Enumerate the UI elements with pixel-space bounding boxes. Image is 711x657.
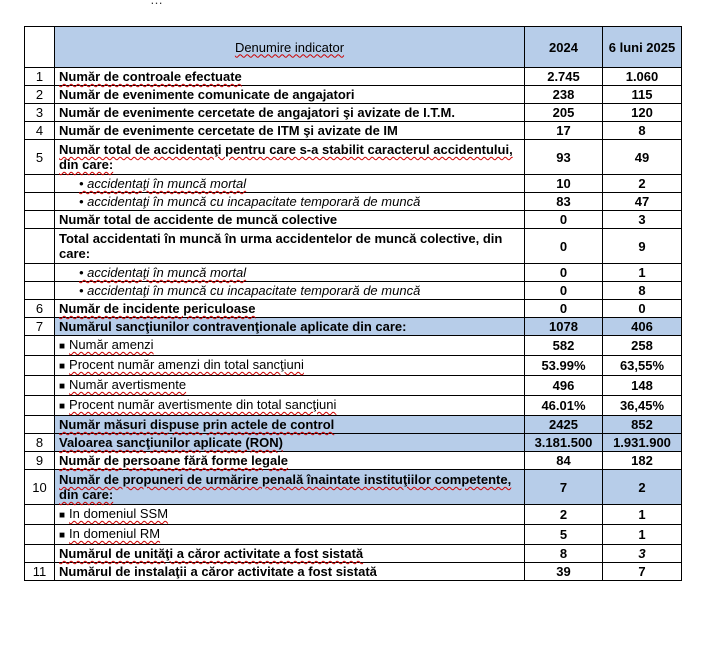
square-bullet-icon: ■ [59, 381, 66, 392]
value-2024: 2.745 [525, 68, 603, 86]
value-2025: 9 [603, 229, 682, 264]
value-2024: 93 [525, 140, 603, 175]
value-2025: 2 [603, 175, 682, 193]
value-2024: 1078 [525, 318, 603, 336]
value-2025: 406 [603, 318, 682, 336]
row-label: • accidentaţi în muncă mortal [55, 175, 525, 193]
table-row [25, 175, 682, 193]
value-2024: 3.181.500 [525, 434, 603, 452]
value-2024: 7 [525, 470, 603, 505]
row-number: 6 [25, 300, 55, 318]
value-2025: 7 [603, 563, 682, 581]
square-bullet-icon: ■ [59, 361, 66, 372]
row-number [25, 505, 55, 525]
value-2024: 0 [525, 300, 603, 318]
header-year-2024: 2024 [525, 27, 603, 68]
table-row [25, 282, 682, 300]
value-2025: 1.060 [603, 68, 682, 86]
value-2024: 2 [525, 505, 603, 525]
value-2025: 63,55% [603, 356, 682, 376]
row-label: Număr măsuri dispuse prin actele de control [55, 416, 525, 434]
square-bullet-icon: ■ [59, 510, 66, 521]
square-bullet-icon: ■ [59, 530, 66, 541]
table-row [25, 376, 682, 396]
row-number [25, 356, 55, 376]
value-2024: 0 [525, 229, 603, 264]
table-row [25, 563, 682, 581]
value-2025: 36,45% [603, 396, 682, 416]
row-label: Număr de evenimente cercetate de angajatori şi avizate de I.T.M. [55, 104, 525, 122]
row-number: 7 [25, 318, 55, 336]
header-half-2025: 6 luni 2025 [603, 27, 682, 68]
value-2024: 2425 [525, 416, 603, 434]
value-2024: 46.01% [525, 396, 603, 416]
table-row [25, 229, 682, 264]
value-2025: 2 [603, 470, 682, 505]
table-row [25, 86, 682, 104]
table-row [25, 452, 682, 470]
value-2024: 39 [525, 563, 603, 581]
row-label: Numărul sancţiunilor contravenţionale aplicate din care: [55, 318, 525, 336]
row-label: Valoarea sancţiunilor aplicate (RON) [55, 434, 525, 452]
row-label: Număr de evenimente comunicate de angajatori [55, 86, 525, 104]
value-2025: 1.931.900 [603, 434, 682, 452]
row-number: 1 [25, 68, 55, 86]
value-2025: 258 [603, 336, 682, 356]
value-2025: 115 [603, 86, 682, 104]
row-label: Numărul de instalaţii a căror activitate a fost sistată [55, 563, 525, 581]
row-label: ■ Procent număr amenzi din total sancţiuni [55, 356, 525, 376]
value-2025: 49 [603, 140, 682, 175]
value-2024: 496 [525, 376, 603, 396]
table-row [25, 300, 682, 318]
value-2024: 238 [525, 86, 603, 104]
value-2025: 1 [603, 505, 682, 525]
value-2025: 0 [603, 300, 682, 318]
value-2024: 83 [525, 193, 603, 211]
value-2024: 84 [525, 452, 603, 470]
row-number [25, 376, 55, 396]
value-2024: 582 [525, 336, 603, 356]
header-indicator: Denumire indicator [55, 27, 525, 68]
value-2025: 8 [603, 282, 682, 300]
row-label: Numărul de unităţi a căror activitate a fost sistată [55, 545, 525, 563]
table-row [25, 356, 682, 376]
row-number [25, 229, 55, 264]
table-row [25, 122, 682, 140]
row-number: 5 [25, 140, 55, 175]
table-row [25, 416, 682, 434]
row-label: ■ Număr amenzi [55, 336, 525, 356]
row-number [25, 175, 55, 193]
row-number: 4 [25, 122, 55, 140]
table-row [25, 104, 682, 122]
row-label: ■ Procent număr avertismente din total sancţiuni [55, 396, 525, 416]
value-2024: 0 [525, 282, 603, 300]
table-row [25, 211, 682, 229]
row-number [25, 211, 55, 229]
value-2025: 852 [603, 416, 682, 434]
row-number [25, 264, 55, 282]
row-number: 2 [25, 86, 55, 104]
table-row [25, 396, 682, 416]
value-2024: 53.99% [525, 356, 603, 376]
value-2025: 148 [603, 376, 682, 396]
value-2025: 1 [603, 525, 682, 545]
value-2025: 120 [603, 104, 682, 122]
row-label: Număr de propuneri de urmărire penală înaintate instituţiilor competente, din care: [55, 470, 525, 505]
table-row [25, 318, 682, 336]
row-number [25, 282, 55, 300]
row-number: 3 [25, 104, 55, 122]
table-row [25, 505, 682, 525]
table-row [25, 525, 682, 545]
row-label: Număr de persoane fără forme legale [55, 452, 525, 470]
row-label: ■ In domeniul SSM [55, 505, 525, 525]
value-2025: 47 [603, 193, 682, 211]
table-header-row [25, 27, 682, 68]
row-number [25, 525, 55, 545]
row-label: ■ In domeniul RM [55, 525, 525, 545]
row-label: Număr total de accidente de muncă colective [55, 211, 525, 229]
row-number: 11 [25, 563, 55, 581]
table-row [25, 193, 682, 211]
row-number [25, 545, 55, 563]
value-2024: 17 [525, 122, 603, 140]
value-2025: 1 [603, 264, 682, 282]
value-2025: 182 [603, 452, 682, 470]
table-row [25, 264, 682, 282]
row-number: 10 [25, 470, 55, 505]
value-2024: 5 [525, 525, 603, 545]
table-row [25, 140, 682, 175]
row-label: Număr de incidente periculoase [55, 300, 525, 318]
row-label: ■ Număr avertismente [55, 376, 525, 396]
row-label: • accidentaţi în muncă mortal [55, 264, 525, 282]
value-2024: 0 [525, 264, 603, 282]
row-label: • accidentaţi în muncă cu incapacitate temporară de muncă [55, 282, 525, 300]
row-label: Număr de controale efectuate [55, 68, 525, 86]
square-bullet-icon: ■ [59, 341, 66, 352]
value-2025: 8 [603, 122, 682, 140]
cropped-top-text [150, 0, 163, 7]
value-2025: 3 [603, 545, 682, 563]
table-row [25, 545, 682, 563]
value-2024: 8 [525, 545, 603, 563]
row-label: Total accidentati în muncă în urma accidentelor de muncă colective, din care: [55, 229, 525, 264]
value-2025: 3 [603, 211, 682, 229]
table-row [25, 470, 682, 505]
table-row [25, 68, 682, 86]
value-2024: 205 [525, 104, 603, 122]
row-label: Număr total de accidentaţi pentru care s-a stabilit caracterul accidentului, din care: [55, 140, 525, 175]
value-2024: 0 [525, 211, 603, 229]
row-number [25, 193, 55, 211]
header-corner-cell [25, 27, 55, 68]
indicators-table [24, 26, 682, 581]
row-label: • accidentaţi în muncă cu incapacitate temporară de muncă [55, 193, 525, 211]
row-number: 9 [25, 452, 55, 470]
table-row [25, 336, 682, 356]
square-bullet-icon: ■ [59, 401, 66, 412]
table-row [25, 434, 682, 452]
row-label: Număr de evenimente cercetate de ITM şi avizate de IM [55, 122, 525, 140]
row-number: 8 [25, 434, 55, 452]
row-number [25, 336, 55, 356]
row-number [25, 416, 55, 434]
row-number [25, 396, 55, 416]
value-2024: 10 [525, 175, 603, 193]
